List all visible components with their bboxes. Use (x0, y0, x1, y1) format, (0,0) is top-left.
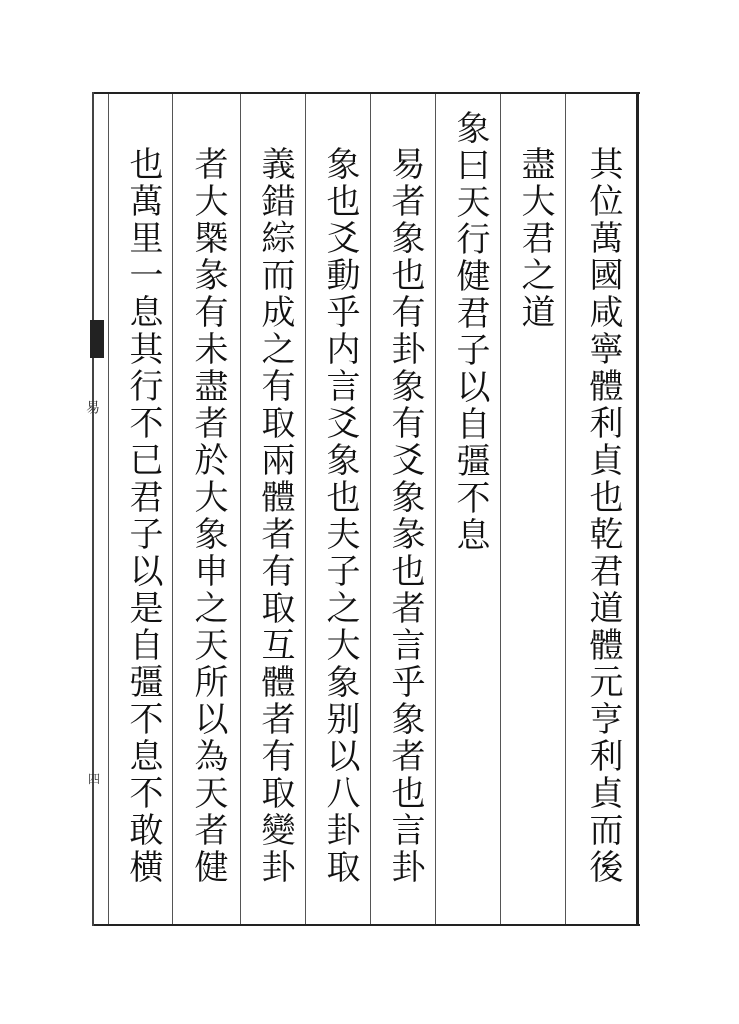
margin-label: 易 (84, 400, 100, 414)
text-column-6: 義錯綜而成之有取兩體者有取互體者有取變卦 (255, 146, 295, 886)
text-column-7: 者大槩彖有未盡者於大象申之天所以為天者健 (188, 146, 228, 886)
text-column-1: 其位萬國咸寧體利貞也乾君道體元亨利貞而後 (583, 146, 623, 886)
frame-top-border (92, 92, 640, 94)
frame-left-border (92, 92, 94, 926)
frame-right-border (636, 92, 639, 926)
text-column-5: 象也爻動乎内言爻象也夫子之大象别以八卦取 (320, 146, 360, 886)
column-divider (500, 94, 501, 924)
column-divider (565, 94, 566, 924)
column-divider (172, 94, 173, 924)
column-divider (370, 94, 371, 924)
text-column-4: 易者象也有卦象有爻象彖也者言乎象者也言卦 (385, 146, 425, 886)
column-divider (240, 94, 241, 924)
text-column-8: 也萬里一息其行不已君子以是自彊不息不敢横 (123, 146, 163, 886)
margin-page-mark: 四 (88, 772, 101, 786)
frame-bottom-border (92, 924, 640, 926)
column-divider (305, 94, 306, 924)
text-column-3: 象曰天行健君子以自彊不息 (450, 110, 490, 554)
text-column-2: 盡大君之道 (515, 146, 555, 331)
fish-tail-mark (90, 320, 104, 358)
column-divider (108, 94, 109, 924)
column-divider (435, 94, 436, 924)
